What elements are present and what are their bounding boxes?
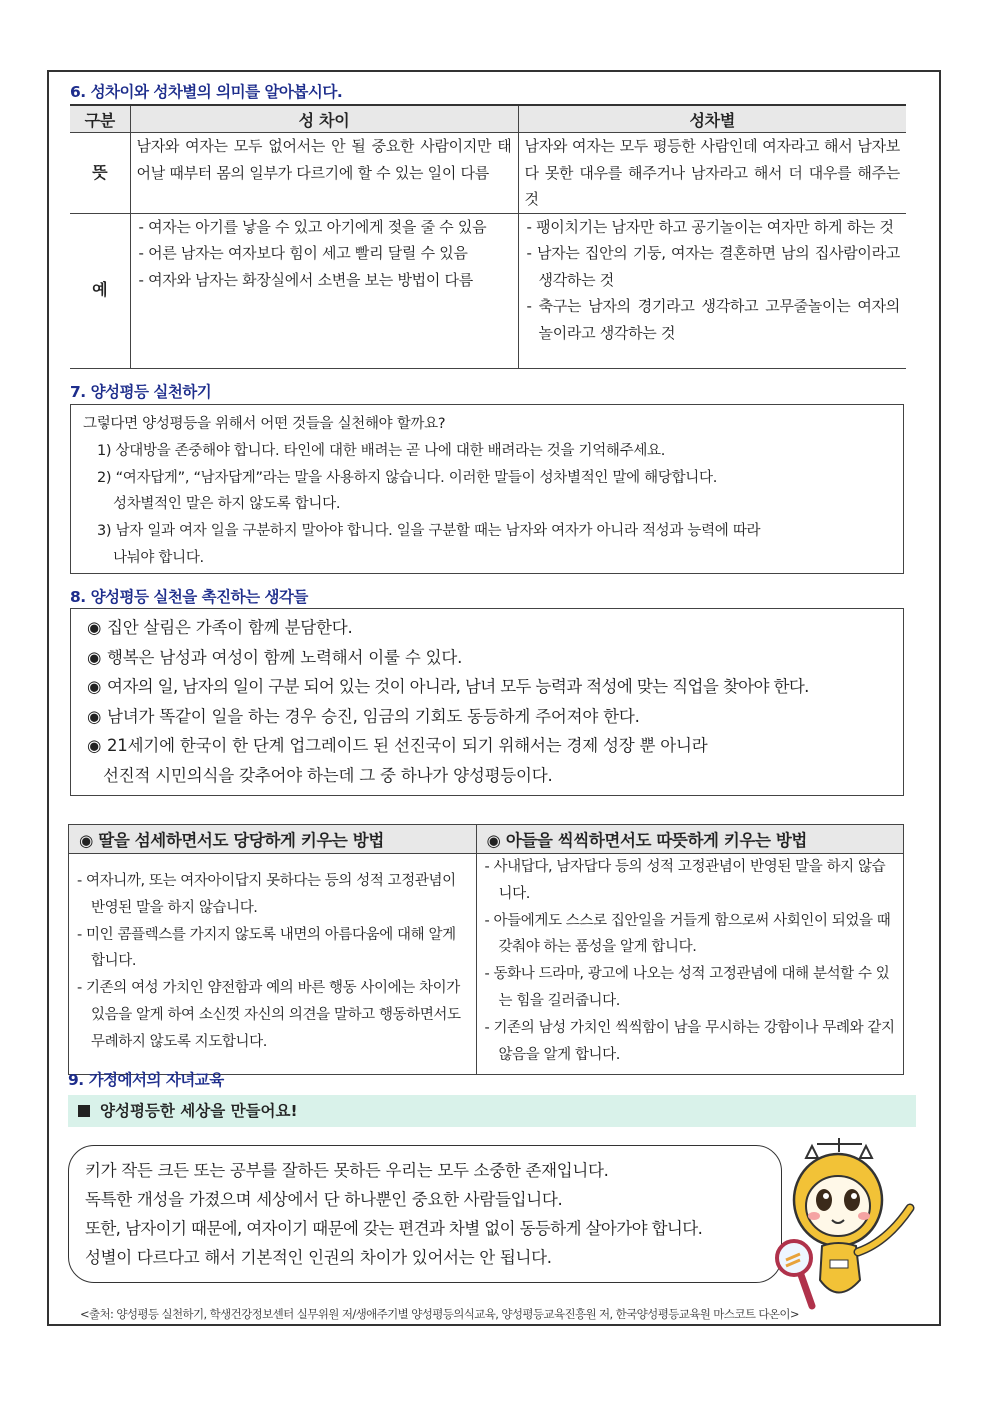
header-category: 구분 [70,105,130,133]
section9-title: 9. 가정에서의 자녀교육 [68,1071,224,1089]
list-item: - 팽이치기는 남자만 하고 공기놀이는 여자만 하게 하는 것 [526,217,894,236]
list-item: - 동화나 드라마, 광고에 나오는 성적 고정관념에 대해 분석할 수 있는 힘을 길러줍니다. [484,966,890,1009]
source-citation: <출처: 양성평등 실천하기, 학생건강정보센터 실무위원 저/생애주기별 양성평등의식교육, 양성평등교육진흥원 저, 한국양성평등교육원 마스코트 다온이> [80,1307,799,1321]
meaning-difference: 남자와 여자는 모두 없어서는 안 될 중요한 사람이지만 태어날 때부터 몸의 일부가 다르기에 할 수 있는 일이 다름 [130,133,518,214]
promotion-box [70,608,904,796]
practice-box [70,404,904,574]
parenting-methods-table [68,824,904,1075]
list-item: 1) 상대방을 존중해야 합니다. 타인에 대한 배려는 곧 나에 대한 배려라는 것을 기억해주세요. [97,442,666,459]
list-item: - 축구는 남자의 경기라고 생각하고 고무줄놀이는 여자의 놀이라고 생각하는 것 [526,297,900,342]
list-item: ◉ 행복은 남성과 여성이 함께 노력해서 이룰 수 있다. [87,643,887,673]
practice-intro: 그렇다면 양성평등을 위해서 어떤 것들을 실천해야 할까요? [83,416,446,432]
message-line: 또한, 남자이기 때문에, 여자이기 때문에 갖는 편견과 차별 없이 동등하게 살아가야 합니다. [85,1219,703,1238]
gender-difference-table [70,104,906,369]
row-label-meaning: 뜻 [70,133,130,214]
message-line: 키가 작든 크든 또는 공부를 잘하든 못하든 우리는 모두 소중한 존재입니다. [85,1161,609,1180]
equality-banner: 양성평등한 세상을 만들어요! [68,1095,916,1127]
list-item: ◉ 집안 살림은 가족이 함께 분담한다. [87,613,887,643]
section6-title: 6. 성차이와 성차별의 의미를 알아봅시다. [70,83,343,101]
list-item: - 기존의 여성 가치인 얌전함과 예의 바른 행동 사이에는 차이가 있음을 알게 하여 소신껏 자신의 의견을 말하고 행동하면서도 무례하지 않도록 지도합니다. [77,980,461,1050]
bullet-icon: ◉ [87,736,102,755]
list-item: - 여자와 남자는 화장실에서 소변을 보는 방법이 다름 [138,270,473,289]
list-item: - 어른 남자는 여자보다 힘이 세고 빨리 달릴 수 있음 [138,244,468,262]
message-line: 성별이 다르다고 해서 기본적인 인권의 차이가 있어서는 안 됩니다. [85,1248,552,1267]
mascot-illustration [772,1130,922,1310]
example-discrimination [518,213,906,368]
list-item-continued: 성차별적인 말은 하지 않도록 합니다. [113,496,341,513]
list-item: ◉ 21세기에 한국이 한 단계 업그레이드 된 선진국이 되기 위해서는 경제 성장 뿐 아니라 [87,731,887,761]
meaning-discrimination: 남자와 여자는 모두 평등한 사람인데 여자라고 해서 남자보다 못한 대우를 해주거나 남자라고 해서 더 대우를 해주는 것 [518,133,906,214]
list-item: - 여자니까, 또는 여자아이답지 못하다는 등의 성적 고정관념이 반영된 말을 하지 않습니다. [77,873,456,916]
table-row [70,213,906,368]
section8-title: 8. 양성평등 실천을 촉진하는 생각들 [70,588,308,606]
list-item-continued: 나눠야 합니다. [113,549,204,566]
list-item: - 아들에게도 스스로 집안일을 거들게 함으로써 사회인이 되었을 때 갖춰야 하는 품성을 알게 합니다. [484,912,891,956]
son-methods [476,854,904,1075]
bullet-icon: ◉ [87,647,102,667]
list-item: - 여자는 아기를 낳을 수 있고 아기에게 젖을 줄 수 있음 [138,217,487,236]
list-item: ◉ 여자의 일, 남자의 일이 구분 되어 있는 것이 아니라, 남녀 모두 능력과 적성에 맞는 직업을 찾아야 한다. [87,672,887,702]
list-item: - 남자는 집안의 기둥, 여자는 결혼하면 남의 집사람이라고 생각하는 것 [526,244,900,289]
bullet-icon: ◉ [87,618,102,637]
section7-title: 7. 양성평등 실천하기 [70,383,212,401]
list-item: ◉ 남녀가 똑같이 일을 하는 경우 승진, 임금의 기회도 동등하게 주어져야 한다. [87,702,887,732]
list-item: - 사내답다, 남자답다 등의 성적 고정관념이 반영된 말을 하지 않습니다. [484,859,886,902]
bullet-icon: ◉ [87,706,102,726]
list-item: 3) 남자 일과 여자 일을 구분하지 말아야 합니다. 일을 구분할 때는 남자와 여자가 아니라 적성과 능력에 따라 [97,523,761,540]
list-item-continued: 선진적 시민의식을 갖추어야 하는데 그 중 하나가 양성평등이다. [103,765,553,785]
header-gender-discrimination: 성차별 [518,105,906,133]
message-line: 독특한 개성을 가졌으며 세상에서 단 하나뿐인 중요한 사람들입니다. [85,1190,563,1209]
header-gender-difference: 성 차이 [130,105,518,133]
list-item: - 기존의 남성 가치인 씩씩함이 남을 무시하는 강함이나 무례와 같지 않음을 알게 합니다. [484,1019,895,1063]
daughter-methods [69,854,477,1075]
example-difference [130,213,518,368]
row-label-example: 예 [70,213,130,368]
table-row [70,133,906,214]
daughter-method-title: ◉ 딸을 섬세하면서도 당당하게 키우는 방법 [69,825,477,854]
list-item: - 미인 콤플렉스를 가지지 않도록 내면의 아름다움에 대해 알게 합니다. [77,926,456,970]
son-method-title: ◉ 아들을 씩씩하면서도 따뜻하게 키우는 방법 [476,825,904,854]
square-icon [78,1105,90,1117]
message-box [68,1145,782,1283]
bullet-icon: ◉ [87,677,101,696]
list-item: 2) “여자답게”, “남자답게”라는 말을 사용하지 않습니다. 이러한 말들이 성차별적인 말에 해당합니다. [97,469,718,486]
